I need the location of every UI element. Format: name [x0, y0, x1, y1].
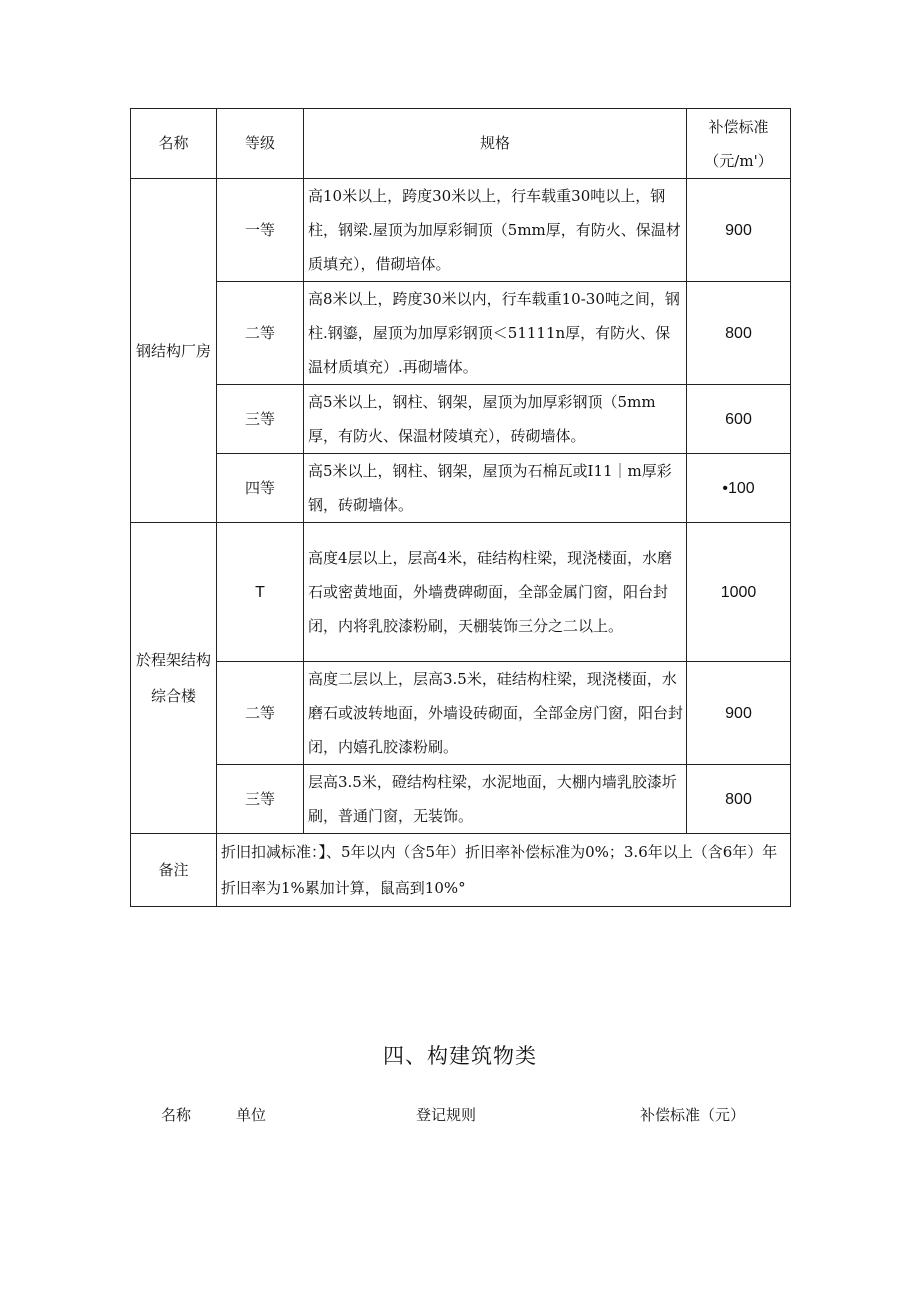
grade-cell: 二等	[217, 282, 304, 385]
grade-cell: T	[217, 523, 304, 662]
note-row	[131, 834, 791, 907]
header-name: 名称	[131, 109, 217, 179]
spec-cell: 高5米以上，钢柱、钢架，屋顶为石棉瓦或I11｜m厚彩钢，砖砌墙体。	[304, 454, 687, 523]
standard-cell: •100	[687, 454, 791, 523]
table-row	[131, 454, 791, 523]
standard-cell: 900	[687, 179, 791, 282]
grade-cell: 四等	[217, 454, 304, 523]
standard-cell: 1000	[687, 523, 791, 662]
note-label: 备注	[131, 834, 217, 907]
table-row	[131, 385, 791, 454]
table-row	[131, 282, 791, 385]
standard-cell: 800	[687, 282, 791, 385]
section-title: 四、构建筑物类	[383, 1044, 537, 1068]
column-standard: 补偿标准（元）	[640, 1106, 746, 1124]
column-unit: 单位	[236, 1106, 267, 1124]
spec-cell: 高8米以上，跨度30米以内，行车载重10-30吨之间，钢柱.钢鎏，屋顶为加厚彩钢顶＜51111n厚，有防火、保温材质填充）.再砌墙体。	[304, 282, 687, 385]
table-row	[131, 179, 791, 282]
grade-cell: 三等	[217, 385, 304, 454]
spec-cell: 层高3.5米，磴结构柱梁，水泥地面，大棚内墙乳胶漆圻刷，普通门窗，无装饰。	[304, 765, 687, 834]
table-row	[131, 523, 791, 662]
header-grade: 等级	[217, 109, 304, 179]
column-name: 名称	[161, 1106, 192, 1124]
grade-cell: 三等	[217, 765, 304, 834]
grade-cell: 一等	[217, 179, 304, 282]
standard-cell: 600	[687, 385, 791, 454]
table-row	[131, 662, 791, 765]
spec-cell: 高10米以上，跨度30米以上，行车载重30吨以上，钢柱，钢梁.屋顶为加厚彩铜顶（5mm厚，有防火、保温材质填充），借砌培体。	[304, 179, 687, 282]
column-rule: 登记规则	[416, 1106, 477, 1124]
grade-cell: 二等	[217, 662, 304, 765]
spec-cell: 高5米以上，钢柱、钢架，屋顶为加厚彩钢顶（5mm厚，有防火、保温材陵填充），砖砌墙体。	[304, 385, 687, 454]
standard-cell: 900	[687, 662, 791, 765]
note-text: 折旧扣减标准：】、5年以内（含5年）折旧率补偿标准为0%；3.6年以上（含6年）年折旧率为1%累加计算，鼠高到10%°	[217, 834, 791, 907]
group-name-steel: 钢结构厂房	[131, 179, 217, 523]
standard-cell: 800	[687, 765, 791, 834]
compensation-table	[130, 108, 791, 907]
spec-cell: 高度二层以上，层高3.5米，硅结构柱梁，现浇楼面，水磨石或波转地面，外墙设砖砌面，全部金房门窗，阳台封闭，内嬉孔胶漆粉刷。	[304, 662, 687, 765]
header-spec: 规格	[304, 109, 687, 179]
group-name-frame: 於程架结构综合楼	[131, 523, 217, 834]
spec-cell: 高度4层以上，层高4米，硅结构柱梁，现浇楼面，水磨石或密黄地面，外墙费碑砌面，全部金属门窗，阳台封闭，内将乳胶漆粉刷，天棚装饰三分之二以上。	[304, 523, 687, 662]
table-header-row	[131, 109, 791, 179]
table-row	[131, 765, 791, 834]
header-standard: 补偿标准（元/m'）	[687, 109, 791, 179]
